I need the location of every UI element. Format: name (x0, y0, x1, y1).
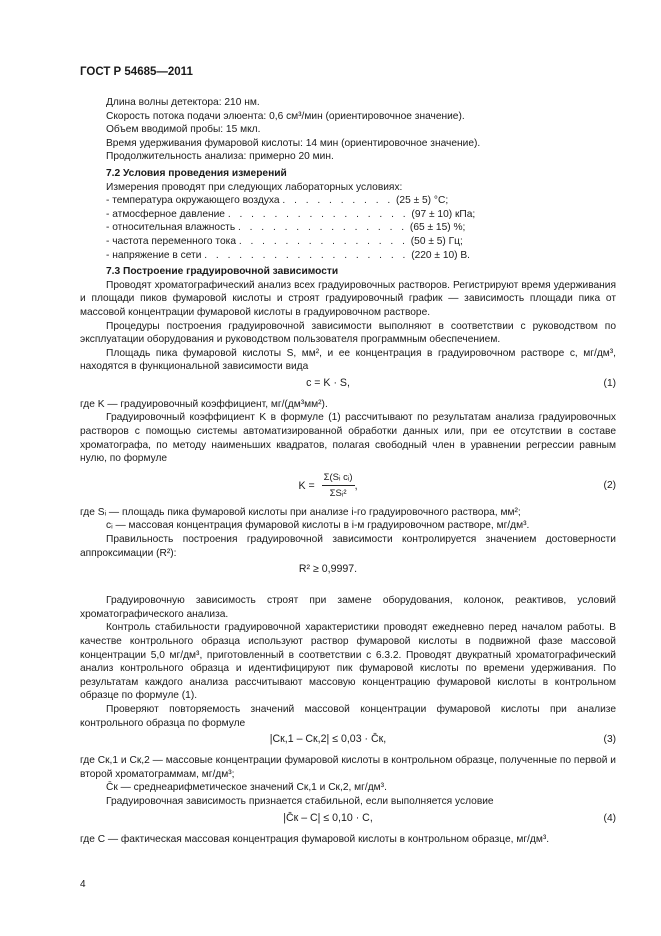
page-number: 4 (80, 879, 86, 890)
formula-lhs: K = (298, 479, 315, 492)
formula-1 (80, 377, 616, 395)
paragraph: Градуировочная зависимость признается стабильной, если выполняется условие (106, 795, 494, 807)
where-clause: C̄к — среднеарифметическое значений Cк,1 и Cк,2, мг/дм³. (106, 782, 387, 794)
formula-2 (80, 469, 616, 503)
condition-row (80, 235, 616, 249)
fraction-numerator: Σ(Sᵢ cᵢ) (322, 471, 355, 487)
formula-expression (80, 471, 576, 501)
condition-label: - температура окружающего воздуха (106, 195, 280, 207)
formula-tail: , (354, 479, 358, 492)
param-line: Скорость потока подачи элюента: 0,6 см³/мин (ориентировочное значение). (106, 110, 465, 122)
condition-value: (220 ± 10) В. (411, 249, 471, 261)
formula-expression: c = K · S, (306, 376, 350, 389)
paragraph: Процедуры построения градуировочной зависимости выполняют в соответствии с руководством по эксплуатации оборудования и руководством пользователя программным обеспечением. (80, 320, 616, 346)
formula-4 (80, 812, 616, 830)
condition-row (80, 221, 616, 235)
formula-number: (3) (603, 734, 616, 746)
param-line: Объем вводимой пробы: 15 мкл. (106, 124, 261, 136)
where-clause: где Cк,1 и Cк,2 — массовые концентрации фумаровой кислоты в контрольном образце, полученные по первой и второй хроматограммам, мг/дм³; (80, 755, 616, 780)
param-line: Продолжительность анализа: примерно 20 мин. (106, 151, 334, 163)
condition-label: - относительная влажность (106, 222, 236, 234)
formula-expression: |Cк,1 – Cк,2| ≤ 0,03 · C̄к, (269, 733, 387, 746)
spacer (80, 584, 616, 594)
formula-number: (4) (603, 812, 616, 824)
paragraph: Градуировочную зависимость строят при замене оборудования, колонок, реактивов, условий хроматографического анализа. (80, 595, 616, 620)
formula-r2 (80, 563, 616, 581)
formula-expression: R² ≥ 0,9997. (298, 563, 358, 576)
where-clause: где Sᵢ — площадь пика фумаровой кислоты при анализе i-го градуировочного раствора, мм²; (80, 506, 521, 518)
leader-dots: . . . . . . . . . . . . . . . (237, 222, 408, 234)
where-clause: cᵢ — массовая концентрация фумаровой кислоты в i-м градуировочном растворе, мг/дм³. (106, 520, 530, 532)
fraction-denominator: ΣSᵢ² (329, 488, 347, 500)
standard-header: ГОСТ Р 54685—2011 (80, 66, 193, 78)
condition-row (80, 194, 616, 208)
paragraph: Проверяют повторяемость значений массовой концентрации фумаровой кислоты при анализе контрольного образца по формуле (80, 703, 616, 729)
condition-value: (97 ± 10) кПа; (411, 208, 476, 220)
paragraph: Проводят хроматографический анализ всех градуировочных растворов. Регистрируют время удерживания и площади пиков фумаровой кислоты и строят градуировочный график — зависимость площади пика от массовой концентрации фумаровой кислоты в градуировочном растворе. (80, 279, 616, 318)
fraction (322, 471, 355, 501)
paragraph: Градуировочный коэффициент K в формуле (1) рассчитывают по результатам анализа градуировочных растворов с помощью системы автоматизированной обработки данных или, при ее отсутствии в составе хроматографа, по методу наименьших квадратов, полагая свободный член в уравнении регрессии равным нулю, по формуле (80, 412, 616, 465)
where-clause: где C — фактическая массовая концентрация фумаровой кислоты в контрольном образце, мг/дм³. (80, 833, 550, 845)
condition-row (80, 208, 616, 222)
formula-number: (2) (603, 479, 616, 491)
section-7-3-title: 7.3 Построение градуировочной зависимости (106, 266, 339, 278)
paragraph: Контроль стабильности градуировочной характеристики проводят ежедневно перед началом работы. В качестве контрольного образца используют раствор фумаровой кислоты в подвижной фазе массовой концентрации 5,0 мг/дм³, приготовленный в соответствии с 6.3.2. Проводят двукратный хроматографический анализ контрольного образца и идентифицируют пик фумаровой кислоты по времени удерживания. По результатам каждого анализа рассчитывают массовую концентрацию фумаровой кислоты в контрольном образце по формуле (1). (80, 622, 616, 702)
leader-dots: . . . . . . . . . . . . . . . . . . (204, 249, 409, 261)
condition-label: - напряжение в сети (106, 249, 202, 261)
leader-dots: . . . . . . . . . . (282, 195, 394, 207)
where-clause: где K — градуировочный коэффициент, мг/(дм³мм²). (80, 398, 328, 410)
section-7-2-title: 7.2 Условия проведения измерений (106, 167, 287, 179)
param-line: Длина волны детектора: 210 нм. (106, 97, 260, 108)
param-line: Время удерживания фумаровой кислоты: 14 мин (ориентировочное значение). (106, 137, 481, 149)
condition-value: (25 ± 5) °С; (396, 195, 449, 207)
leader-dots: . . . . . . . . . . . . . . . (238, 235, 408, 247)
condition-value: (65 ± 15) %; (409, 222, 466, 234)
condition-label: - частота переменного тока (106, 235, 236, 247)
condition-value: (50 ± 5) Гц; (410, 235, 463, 247)
formula-number: (1) (603, 377, 616, 389)
document-body (80, 96, 616, 846)
paragraph: Правильность построения градуировочной зависимости контролируется значением достоверности аппроксимации (R²): (80, 534, 616, 559)
section-7-2-intro: Измерения проводят при следующих лабораторных условиях: (106, 181, 403, 193)
formula-3 (80, 733, 616, 751)
formula-expression: |C̄к – C| ≤ 0,10 · C, (283, 811, 373, 824)
condition-row (80, 249, 616, 263)
paragraph: Площадь пика фумаровой кислоты S, мм², и ее концентрация в градуировочном растворе c, мг/дм³, находятся в функциональной зависимости вида (80, 347, 616, 373)
condition-label: - атмосферное давление (106, 208, 225, 220)
leader-dots: . . . . . . . . . . . . . . . . (227, 208, 409, 220)
